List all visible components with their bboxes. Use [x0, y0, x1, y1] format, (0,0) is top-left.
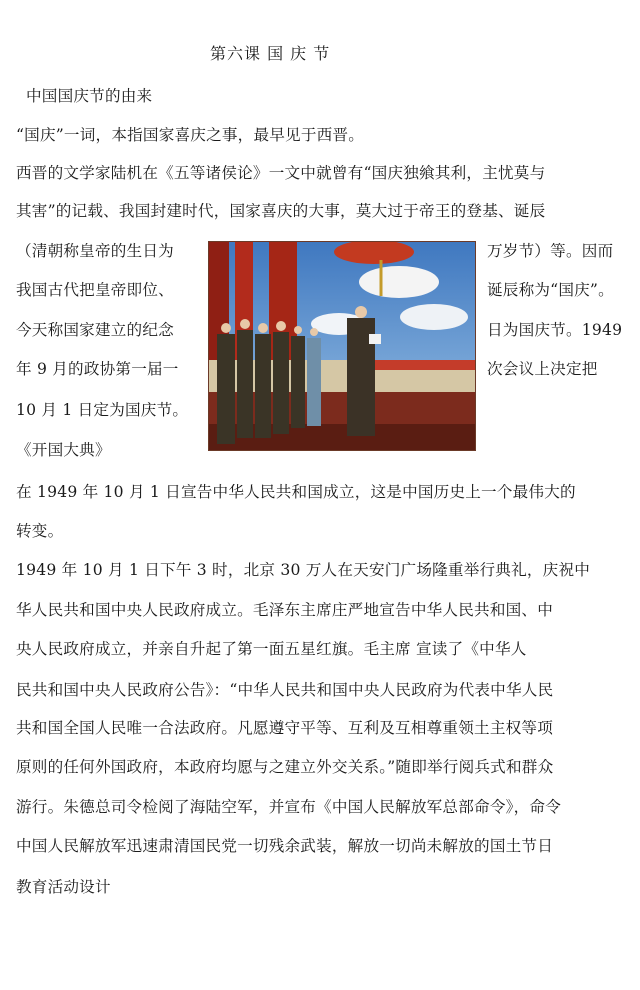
- text-line: 在 1949 年 10 月 1 日宣告中华人民共和国成立，这是中国历史上一个最伟大的: [16, 483, 576, 501]
- text-line: 1949 年 10 月 1 日下午 3 时，北京 30 万人在天安门广场隆重举行典礼，庆祝中: [16, 561, 591, 579]
- text-line: （清朝称皇帝的生日为: [16, 242, 174, 260]
- text-line: “国庆”一词，本指国家喜庆之事，最早见于西晋。: [16, 126, 365, 144]
- text-line: 次会议上决定把: [487, 360, 598, 378]
- text-line: 转变。: [16, 522, 64, 540]
- text-line: 中国人民解放军迅速肃清国民党一切残余武装，解放一切尚未解放的国土节日: [16, 837, 553, 855]
- text-line: 10 月 1 日定为国庆节。: [16, 401, 189, 419]
- text-line: 我国古代把皇帝即位、: [16, 281, 174, 299]
- text-line: 民共和国中央人民政府公告》：“中华人民共和国中央人民政府为代表中华人民: [16, 681, 554, 699]
- text-line: 日为国庆节。1949: [487, 321, 623, 339]
- text-line: 原则的任何外国政府，本政府均愿与之建立外交关系。”随即举行阅兵式和群众: [16, 758, 554, 776]
- text-line: 央人民政府成立，并亲自升起了第一面五星红旗。毛主席 宣读了《中华人: [16, 640, 527, 658]
- text-line: 年 9 月的政协第一届一: [16, 360, 179, 378]
- text-line: 共和国全国人民唯一合法政府。凡愿遵守平等、互利及互相尊重领土主权等项: [16, 719, 553, 737]
- section-heading: 中国国庆节的由来: [26, 87, 153, 105]
- text-line: 西晋的文学家陆机在《五等诸侯论》一文中就曾有“国庆独飨其利，主忧莫与: [16, 164, 546, 182]
- text-line: 诞辰称为“国庆”。: [487, 281, 614, 299]
- image-caption: 《开国大典》: [16, 441, 111, 459]
- text-line: 万岁节）等。因而: [487, 242, 614, 260]
- text-line: 教育活动设计: [16, 878, 111, 896]
- text-line: 其害”的记载、我国封建时代，国家喜庆的大事，莫大过于帝王的登基、诞辰: [16, 202, 546, 220]
- text-line: 华人民共和国中央人民政府成立。毛泽东主席庄严地宣告中华人民共和国、中: [16, 601, 553, 619]
- page-title: 第六课 国 庆 节: [210, 44, 331, 63]
- text-line: 今天称国家建立的纪念: [16, 321, 174, 339]
- painting-founding-ceremony-icon: [208, 241, 476, 451]
- text-line: 游行。朱德总司令检阅了海陆空军，并宣布《中国人民解放军总部命令》，命令: [16, 798, 561, 816]
